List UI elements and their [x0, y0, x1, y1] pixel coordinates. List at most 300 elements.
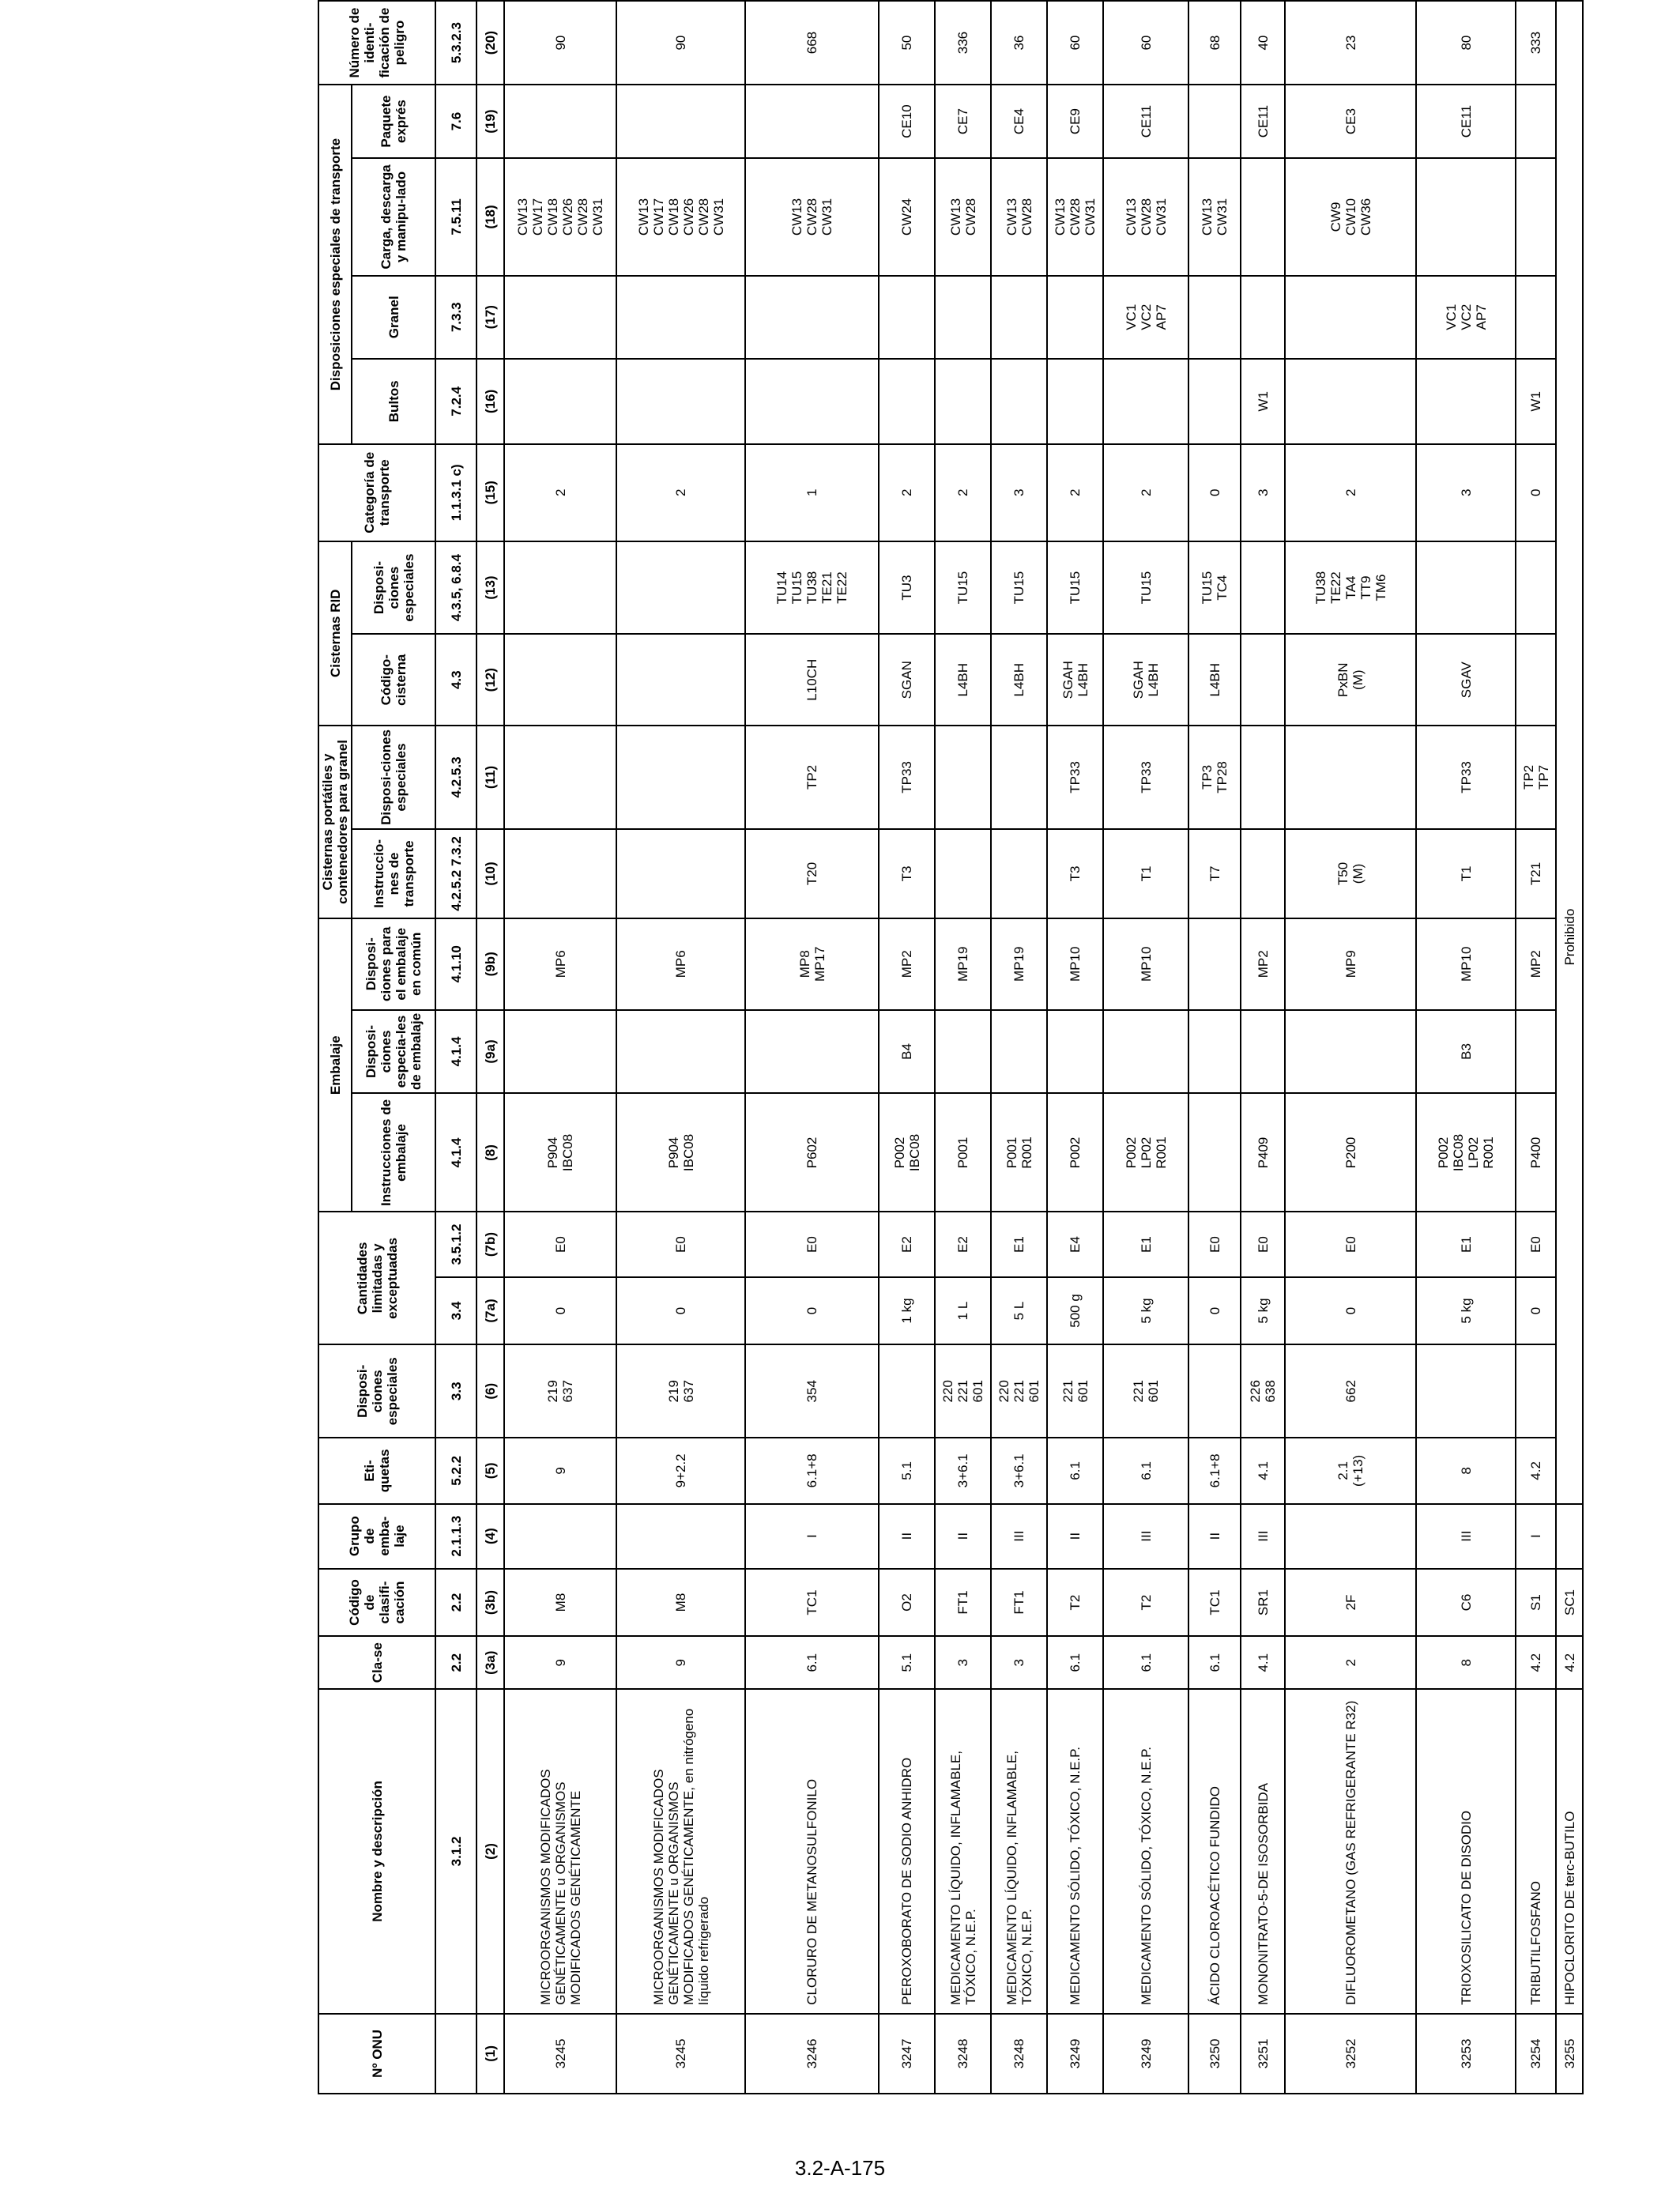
packages-cell: [616, 359, 745, 444]
tank-code-cell: [1516, 634, 1556, 725]
column-number-cell: (11): [477, 726, 504, 829]
reference-cell: 7.5.11: [435, 158, 477, 276]
classification-code-cell: M8: [504, 1569, 616, 1637]
column-number-cell: (5): [477, 1438, 504, 1503]
onu-cell: 3249: [1047, 2014, 1103, 2094]
class-cell: 5.1: [879, 1636, 935, 1689]
packages-cell: [991, 359, 1047, 444]
handling-cell: [1416, 158, 1516, 276]
column-number-cell: (17): [477, 276, 504, 359]
hazard-number-cell: 50: [879, 1, 935, 85]
tank-code-cell: SGAH L4BH: [1103, 634, 1188, 725]
express-parcel-cell: [504, 85, 616, 158]
tank-code-cell: SGAV: [1416, 634, 1516, 725]
tank-code-cell: L10CH: [745, 634, 879, 725]
onu-cell: 3253: [1416, 2014, 1516, 2094]
packing-instructions-cell: P200: [1285, 1093, 1416, 1212]
table-row-3255: [1556, 1, 1583, 2094]
tank-instructions-cell: [504, 829, 616, 918]
packages-cell: W1: [1241, 359, 1285, 444]
class-cell: 4.2: [1516, 1636, 1556, 1689]
rid-tank-special-cell: TU14 TU15 TU38 TE21 TE22: [745, 541, 879, 635]
special-provisions-cell: [879, 1344, 935, 1438]
special-packing-cell: B3: [1416, 1010, 1516, 1094]
header-etiquetas: Eti-quetas: [318, 1438, 435, 1503]
bulk-cell: [935, 276, 991, 359]
hazard-number-cell: 336: [935, 1, 991, 85]
special-packing-cell: B4: [879, 1010, 935, 1094]
limited-quantity-cell: 0: [1285, 1277, 1416, 1345]
tank-instructions-cell: T7: [1188, 829, 1241, 918]
name-cell: ÁCIDO CLOROACÉTICO FUNDIDO: [1188, 1689, 1241, 2014]
reference-cell: 7.2.4: [435, 359, 477, 444]
special-provisions-cell: 226 638: [1241, 1344, 1285, 1438]
hazard-number-cell: 90: [616, 1, 745, 85]
packing-instructions-cell: P002 IBC08: [879, 1093, 935, 1212]
special-packing-cell: [1516, 1010, 1556, 1094]
tank-instructions-cell: [616, 829, 745, 918]
express-parcel-cell: [1188, 85, 1241, 158]
handling-cell: CW13 CW31: [1188, 158, 1241, 276]
column-number-cell: (6): [477, 1344, 504, 1438]
transport-category-cell: 3: [1241, 444, 1285, 541]
bulk-cell: [879, 276, 935, 359]
classification-code-cell: 2F: [1285, 1569, 1416, 1637]
reference-cell: 7.6: [435, 85, 477, 158]
express-parcel-cell: CE4: [991, 85, 1047, 158]
packages-cell: [879, 359, 935, 444]
packages-cell: [1188, 359, 1241, 444]
excepted-quantity-cell: E0: [1241, 1212, 1285, 1276]
special-provisions-cell: 221 601: [1103, 1344, 1188, 1438]
class-cell: 9: [616, 1636, 745, 1689]
transport-category-cell: 0: [1188, 444, 1241, 541]
reference-cell: 4.2.5.2 7.3.2: [435, 829, 477, 918]
tank-special-cell: [991, 726, 1047, 829]
packing-group-cell: III: [1241, 1504, 1285, 1569]
transport-category-cell: 2: [504, 444, 616, 541]
rid-tank-special-cell: TU15: [1103, 541, 1188, 635]
bulk-cell: VC1 VC2 AP7: [1416, 276, 1516, 359]
header-bultos: Bultos: [352, 359, 435, 444]
tank-special-cell: TP33: [1416, 726, 1516, 829]
tank-code-cell: L4BH: [1188, 634, 1241, 725]
classification-code-cell: SR1: [1241, 1569, 1285, 1637]
header-embalaje: Embalaje: [318, 918, 352, 1212]
reference-cell: 2.2: [435, 1569, 477, 1637]
class-cell: 2: [1285, 1636, 1416, 1689]
tank-code-cell: SGAN: [879, 634, 935, 725]
hazard-number-cell: 60: [1047, 1, 1103, 85]
mixed-packing-cell: MP10: [1047, 918, 1103, 1010]
special-provisions-cell: 662: [1285, 1344, 1416, 1438]
labels-cell: 6.1+8: [745, 1438, 879, 1503]
onu-cell: 3245: [616, 2014, 745, 2094]
packing-group-cell: III: [1416, 1504, 1516, 1569]
rid-tank-special-cell: [504, 541, 616, 635]
tank-special-cell: TP2 TP7: [1516, 726, 1556, 829]
handling-cell: CW13 CW28: [935, 158, 991, 276]
column-number-cell: (3b): [477, 1569, 504, 1637]
header-disp-especiales: Disposi-ciones especiales: [318, 1344, 435, 1438]
bulk-cell: VC1 VC2 AP7: [1103, 276, 1188, 359]
packing-instructions-cell: P409: [1241, 1093, 1285, 1212]
packing-instructions-cell: P002 IBC08 LP02 R001: [1416, 1093, 1516, 1212]
excepted-quantity-cell: E2: [935, 1212, 991, 1276]
transport-category-cell: 1: [745, 444, 879, 541]
limited-quantity-cell: 1 kg: [879, 1277, 935, 1345]
bulk-cell: [745, 276, 879, 359]
reference-cell: 5.3.2.3: [435, 1, 477, 85]
packing-instructions-cell: P400: [1516, 1093, 1556, 1212]
column-number-cell: (12): [477, 634, 504, 725]
mixed-packing-cell: MP19: [991, 918, 1047, 1010]
mixed-packing-cell: MP10: [1416, 918, 1516, 1010]
special-provisions-cell: [1516, 1344, 1556, 1438]
tank-instructions-cell: [991, 829, 1047, 918]
header-codigo: Código de clasifi-cación: [318, 1569, 435, 1637]
header-grupo: Grupo de emba-laje: [318, 1504, 435, 1569]
reference-cell: 4.3: [435, 634, 477, 725]
bulk-cell: [504, 276, 616, 359]
limited-quantity-cell: 0: [1516, 1277, 1556, 1345]
mixed-packing-cell: MP2: [1516, 918, 1556, 1010]
packing-instructions-cell: P001 R001: [991, 1093, 1047, 1212]
tank-instructions-cell: [1241, 829, 1285, 918]
packing-instructions-cell: P001: [935, 1093, 991, 1212]
mixed-packing-cell: MP8 MP17: [745, 918, 879, 1010]
reference-cell: 2.2: [435, 1636, 477, 1689]
header-numero-peligro: Número de identi-ficación de peligro: [318, 1, 435, 85]
tank-instructions-cell: [935, 829, 991, 918]
rid-tank-special-cell: [1241, 541, 1285, 635]
packing-group-cell: [616, 1504, 745, 1569]
labels-cell: 9: [504, 1438, 616, 1503]
handling-cell: CW13 CW28: [991, 158, 1047, 276]
reference-cell: 1.1.3.1 c): [435, 444, 477, 541]
express-parcel-cell: CE3: [1285, 85, 1416, 158]
mixed-packing-cell: MP10: [1103, 918, 1188, 1010]
transport-category-cell: 0: [1516, 444, 1556, 541]
handling-cell: CW24: [879, 158, 935, 276]
special-packing-cell: [1103, 1010, 1188, 1094]
express-parcel-cell: CE9: [1047, 85, 1103, 158]
handling-cell: CW13 CW28 CW31: [1103, 158, 1188, 276]
express-parcel-cell: [1516, 85, 1556, 158]
name-cell: PEROXOBORATO DE SODIO ANHIDRO: [879, 1689, 935, 2014]
mixed-packing-cell: MP19: [935, 918, 991, 1010]
column-number-cell: (20): [477, 1, 504, 85]
labels-cell: 6.1: [1047, 1438, 1103, 1503]
column-number-cell: (13): [477, 541, 504, 635]
labels-cell: 3+6.1: [991, 1438, 1047, 1503]
onu-cell: 3254: [1516, 2014, 1556, 2094]
header-cisternas-rid: Cisternas RID: [318, 541, 352, 726]
special-packing-cell: [1188, 1010, 1241, 1094]
column-number-cell: (2): [477, 1689, 504, 2014]
table-row: [616, 1, 745, 2094]
rid-tank-special-cell: TU15 TC4: [1188, 541, 1241, 635]
name-cell: TRIOXOSILICATO DE DISODIO: [1416, 1689, 1516, 2014]
special-provisions-cell: 220 221 601: [935, 1344, 991, 1438]
limited-quantity-cell: 0: [504, 1277, 616, 1345]
rotated-table-container: [318, 0, 1577, 2094]
table-row: [1047, 1, 1103, 2094]
name-cell: CLORURO DE METANOSULFONILO: [745, 1689, 879, 2014]
dangerous-goods-table: [318, 0, 1584, 2094]
packing-group-cell: [1285, 1504, 1416, 1569]
special-packing-cell: [991, 1010, 1047, 1094]
transport-category-cell: 2: [935, 444, 991, 541]
express-parcel-cell: CE11: [1103, 85, 1188, 158]
tank-instructions-cell: T50 (M): [1285, 829, 1416, 918]
handling-cell: [1516, 158, 1556, 276]
classification-code-cell: TC1: [745, 1569, 879, 1637]
tank-special-cell: TP33: [879, 726, 935, 829]
classification-code-cell: O2: [879, 1569, 935, 1637]
hazard-number-cell: 23: [1285, 1, 1416, 85]
hazard-number-cell: 36: [991, 1, 1047, 85]
tank-special-cell: TP3 TP28: [1188, 726, 1241, 829]
header-group-row: [318, 1, 352, 2094]
tank-special-cell: [1241, 726, 1285, 829]
column-number-cell: (15): [477, 444, 504, 541]
rid-tank-special-cell: TU38 TE22 TA4 TT9 TM6: [1285, 541, 1416, 635]
table-head: [318, 1, 435, 2094]
packages-cell: [504, 359, 616, 444]
table-row: [1103, 1, 1188, 2094]
excepted-quantity-cell: E0: [1516, 1212, 1556, 1276]
transport-category-cell: 2: [1103, 444, 1188, 541]
reference-cell: 4.1.4: [435, 1010, 477, 1094]
transport-category-cell: 2: [616, 444, 745, 541]
header-cantidades: Cantidades limitadas y exceptuadas: [318, 1212, 435, 1344]
table-row: [1416, 1, 1516, 2094]
class-cell: 9: [504, 1636, 616, 1689]
hazard-number-cell: 68: [1188, 1, 1241, 85]
excepted-quantity-cell: E1: [1416, 1212, 1516, 1276]
tank-code-cell: L4BH: [935, 634, 991, 725]
classification-code-cell: T2: [1103, 1569, 1188, 1637]
special-packing-cell: [504, 1010, 616, 1094]
mixed-packing-cell: MP2: [1241, 918, 1285, 1010]
transport-category-cell: 2: [879, 444, 935, 541]
packing-instructions-cell: P904 IBC08: [504, 1093, 616, 1212]
reference-cell: 4.1.10: [435, 918, 477, 1010]
tank-instructions-cell: T1: [1416, 829, 1516, 918]
labels-cell: 3+6.1: [935, 1438, 991, 1503]
excepted-quantity-cell: E0: [504, 1212, 616, 1276]
table-row: [935, 1, 991, 2094]
name-cell: MEDICAMENTO LÍQUIDO, INFLAMABLE, TÓXICO, N.E.P.: [935, 1689, 991, 2014]
tank-code-cell: [1241, 634, 1285, 725]
packages-cell: [745, 359, 879, 444]
handling-cell: CW9 CW10 CW36: [1285, 158, 1416, 276]
mixed-packing-cell: MP9: [1285, 918, 1416, 1010]
column-number-cell: (9a): [477, 1010, 504, 1094]
labels-cell: 4.1: [1241, 1438, 1285, 1503]
special-packing-cell: [616, 1010, 745, 1094]
bulk-cell: [1285, 276, 1416, 359]
rid-tank-special-cell: [1516, 541, 1556, 635]
mixed-packing-cell: [1188, 918, 1241, 1010]
class-cell: 4.2: [1556, 1636, 1583, 1689]
hazard-number-cell: 668: [745, 1, 879, 85]
page-number-footer: 3.2-A-175: [794, 2156, 886, 2180]
class-cell: 3: [935, 1636, 991, 1689]
excepted-quantity-cell: E4: [1047, 1212, 1103, 1276]
empty-cell: [1556, 1504, 1583, 1569]
hazard-number-cell: 80: [1416, 1, 1516, 85]
reference-cell: 7.3.3: [435, 276, 477, 359]
limited-quantity-cell: 5 L: [991, 1277, 1047, 1345]
name-cell: MICROORGANISMOS MODIFICADOS GENÉTICAMENTE u ORGANISMOS MODIFICADOS GENÉTICAMENTE, en nitrógeno líquido refrigerado: [616, 1689, 745, 2014]
class-cell: 4.1: [1241, 1636, 1285, 1689]
bulk-cell: [991, 276, 1047, 359]
packages-cell: [1047, 359, 1103, 444]
special-provisions-cell: 220 221 601: [991, 1344, 1047, 1438]
name-cell: DIFLUOROMETANO (GAS REFRIGERANTE R32): [1285, 1689, 1416, 2014]
header-disp-embalaje-comun: Disposi-ciones para el embalaje en común: [352, 918, 435, 1010]
prohibited-cell: Prohibido: [1556, 1, 1583, 1504]
column-number-row: [477, 1, 504, 2094]
transport-category-cell: 2: [1047, 444, 1103, 541]
special-provisions-cell: [1188, 1344, 1241, 1438]
tank-instructions-cell: T1: [1103, 829, 1188, 918]
classification-code-cell: FT1: [935, 1569, 991, 1637]
excepted-quantity-cell: E2: [879, 1212, 935, 1276]
tank-special-cell: [504, 726, 616, 829]
onu-cell: 3248: [991, 2014, 1047, 2094]
class-cell: 6.1: [1047, 1636, 1103, 1689]
header-disp-esp-embalaje: Disposi-ciones especia-les de embalaje: [352, 1010, 435, 1094]
labels-cell: 9+2.2: [616, 1438, 745, 1503]
column-number-cell: (1): [477, 2014, 504, 2094]
table-row: [991, 1, 1047, 2094]
reference-cell: 3.5.1.2: [435, 1212, 477, 1276]
labels-cell: 4.2: [1516, 1438, 1556, 1503]
onu-cell: 3246: [745, 2014, 879, 2094]
header-onu: Nº ONU: [318, 2014, 435, 2094]
header-categoria: Categoría de transporte: [318, 444, 435, 541]
bulk-cell: [1241, 276, 1285, 359]
table-row: [1516, 1, 1556, 2094]
excepted-quantity-cell: E0: [1188, 1212, 1241, 1276]
packing-instructions-cell: P002: [1047, 1093, 1103, 1212]
packing-group-cell: II: [935, 1504, 991, 1569]
packing-group-cell: I: [745, 1504, 879, 1569]
tank-code-cell: [616, 634, 745, 725]
column-number-cell: (16): [477, 359, 504, 444]
class-cell: 6.1: [1188, 1636, 1241, 1689]
tank-instructions-cell: T21: [1516, 829, 1556, 918]
tank-instructions-cell: T20: [745, 829, 879, 918]
header-clase: Cla-se: [318, 1636, 435, 1689]
header-disp-esp-cisterna: Disposi-ciones especiales: [352, 541, 435, 635]
column-number-cell: (7a): [477, 1277, 504, 1345]
tank-code-cell: SGAH L4BH: [1047, 634, 1103, 725]
classification-code-cell: S1: [1516, 1569, 1556, 1637]
packing-group-cell: II: [879, 1504, 935, 1569]
classification-code-cell: TC1: [1188, 1569, 1241, 1637]
name-cell: HIPOCLORITO DE terc-BUTILO: [1556, 1689, 1583, 2014]
rid-tank-special-cell: TU3: [879, 541, 935, 635]
name-cell: MONONITRATO-5-DE ISOSORBIDA: [1241, 1689, 1285, 2014]
header-cisternas-portatiles: Cisternas portátiles y contenedores para granel: [318, 726, 352, 918]
handling-cell: CW13 CW17 CW18 CW26 CW28 CW31: [616, 158, 745, 276]
packages-cell: W1: [1516, 359, 1556, 444]
rid-tank-special-cell: TU15: [991, 541, 1047, 635]
labels-cell: 8: [1416, 1438, 1516, 1503]
bulk-cell: [1516, 276, 1556, 359]
table-row: [879, 1, 935, 2094]
packing-instructions-cell: P602: [745, 1093, 879, 1212]
header-disp-transporte: Disposiciones especiales de transporte: [318, 85, 352, 444]
tank-special-cell: [935, 726, 991, 829]
labels-cell: 6.1: [1103, 1438, 1188, 1503]
special-packing-cell: [745, 1010, 879, 1094]
reference-cell: 4.1.4: [435, 1093, 477, 1212]
limited-quantity-cell: 0: [745, 1277, 879, 1345]
special-provisions-cell: 354: [745, 1344, 879, 1438]
tank-code-cell: L4BH: [991, 634, 1047, 725]
tank-code-cell: [504, 634, 616, 725]
column-number-cell: (7b): [477, 1212, 504, 1276]
packing-group-cell: II: [1047, 1504, 1103, 1569]
onu-cell: 3252: [1285, 2014, 1416, 2094]
bulk-cell: [1047, 276, 1103, 359]
classification-code-cell: M8: [616, 1569, 745, 1637]
class-cell: 8: [1416, 1636, 1516, 1689]
rid-tank-special-cell: TU15: [1047, 541, 1103, 635]
labels-cell: 2.1 (+13): [1285, 1438, 1416, 1503]
handling-cell: [1241, 158, 1285, 276]
onu-cell: 3248: [935, 2014, 991, 2094]
reference-row: [435, 1, 477, 2094]
express-parcel-cell: [745, 85, 879, 158]
labels-cell: 5.1: [879, 1438, 935, 1503]
packing-group-cell: III: [1103, 1504, 1188, 1569]
tank-instructions-cell: T3: [879, 829, 935, 918]
onu-cell: 3255: [1556, 2014, 1583, 2094]
special-provisions-cell: 219 637: [616, 1344, 745, 1438]
special-provisions-cell: 219 637: [504, 1344, 616, 1438]
reference-cell: 5.2.2: [435, 1438, 477, 1503]
packages-cell: [1103, 359, 1188, 444]
special-packing-cell: [1047, 1010, 1103, 1094]
express-parcel-cell: CE11: [1241, 85, 1285, 158]
header-paquete: Paquete exprés: [352, 85, 435, 158]
header-disp-esp-portatiles: Disposi-ciones especiales: [352, 726, 435, 829]
header-nombre: Nombre y descripción: [318, 1689, 435, 2014]
header-granel: Granel: [352, 276, 435, 359]
bulk-cell: [616, 276, 745, 359]
column-number-cell: (10): [477, 829, 504, 918]
reference-cell: 4.3.5, 6.8.4: [435, 541, 477, 635]
limited-quantity-cell: 1 L: [935, 1277, 991, 1345]
column-number-cell: (18): [477, 158, 504, 276]
header-codigo-cisterna: Código-cisterna: [352, 634, 435, 725]
header-carga: Carga, descarga y manipu-lado: [352, 158, 435, 276]
name-cell: MEDICAMENTO SÓLIDO, TÓXICO, N.E.P.: [1047, 1689, 1103, 2014]
classification-code-cell: C6: [1416, 1569, 1516, 1637]
reference-cell: 4.2.5.3: [435, 726, 477, 829]
packages-cell: [935, 359, 991, 444]
limited-quantity-cell: 5 kg: [1241, 1277, 1285, 1345]
excepted-quantity-cell: E0: [1285, 1212, 1416, 1276]
hazard-number-cell: 90: [504, 1, 616, 85]
classification-code-cell: SC1: [1556, 1569, 1583, 1637]
